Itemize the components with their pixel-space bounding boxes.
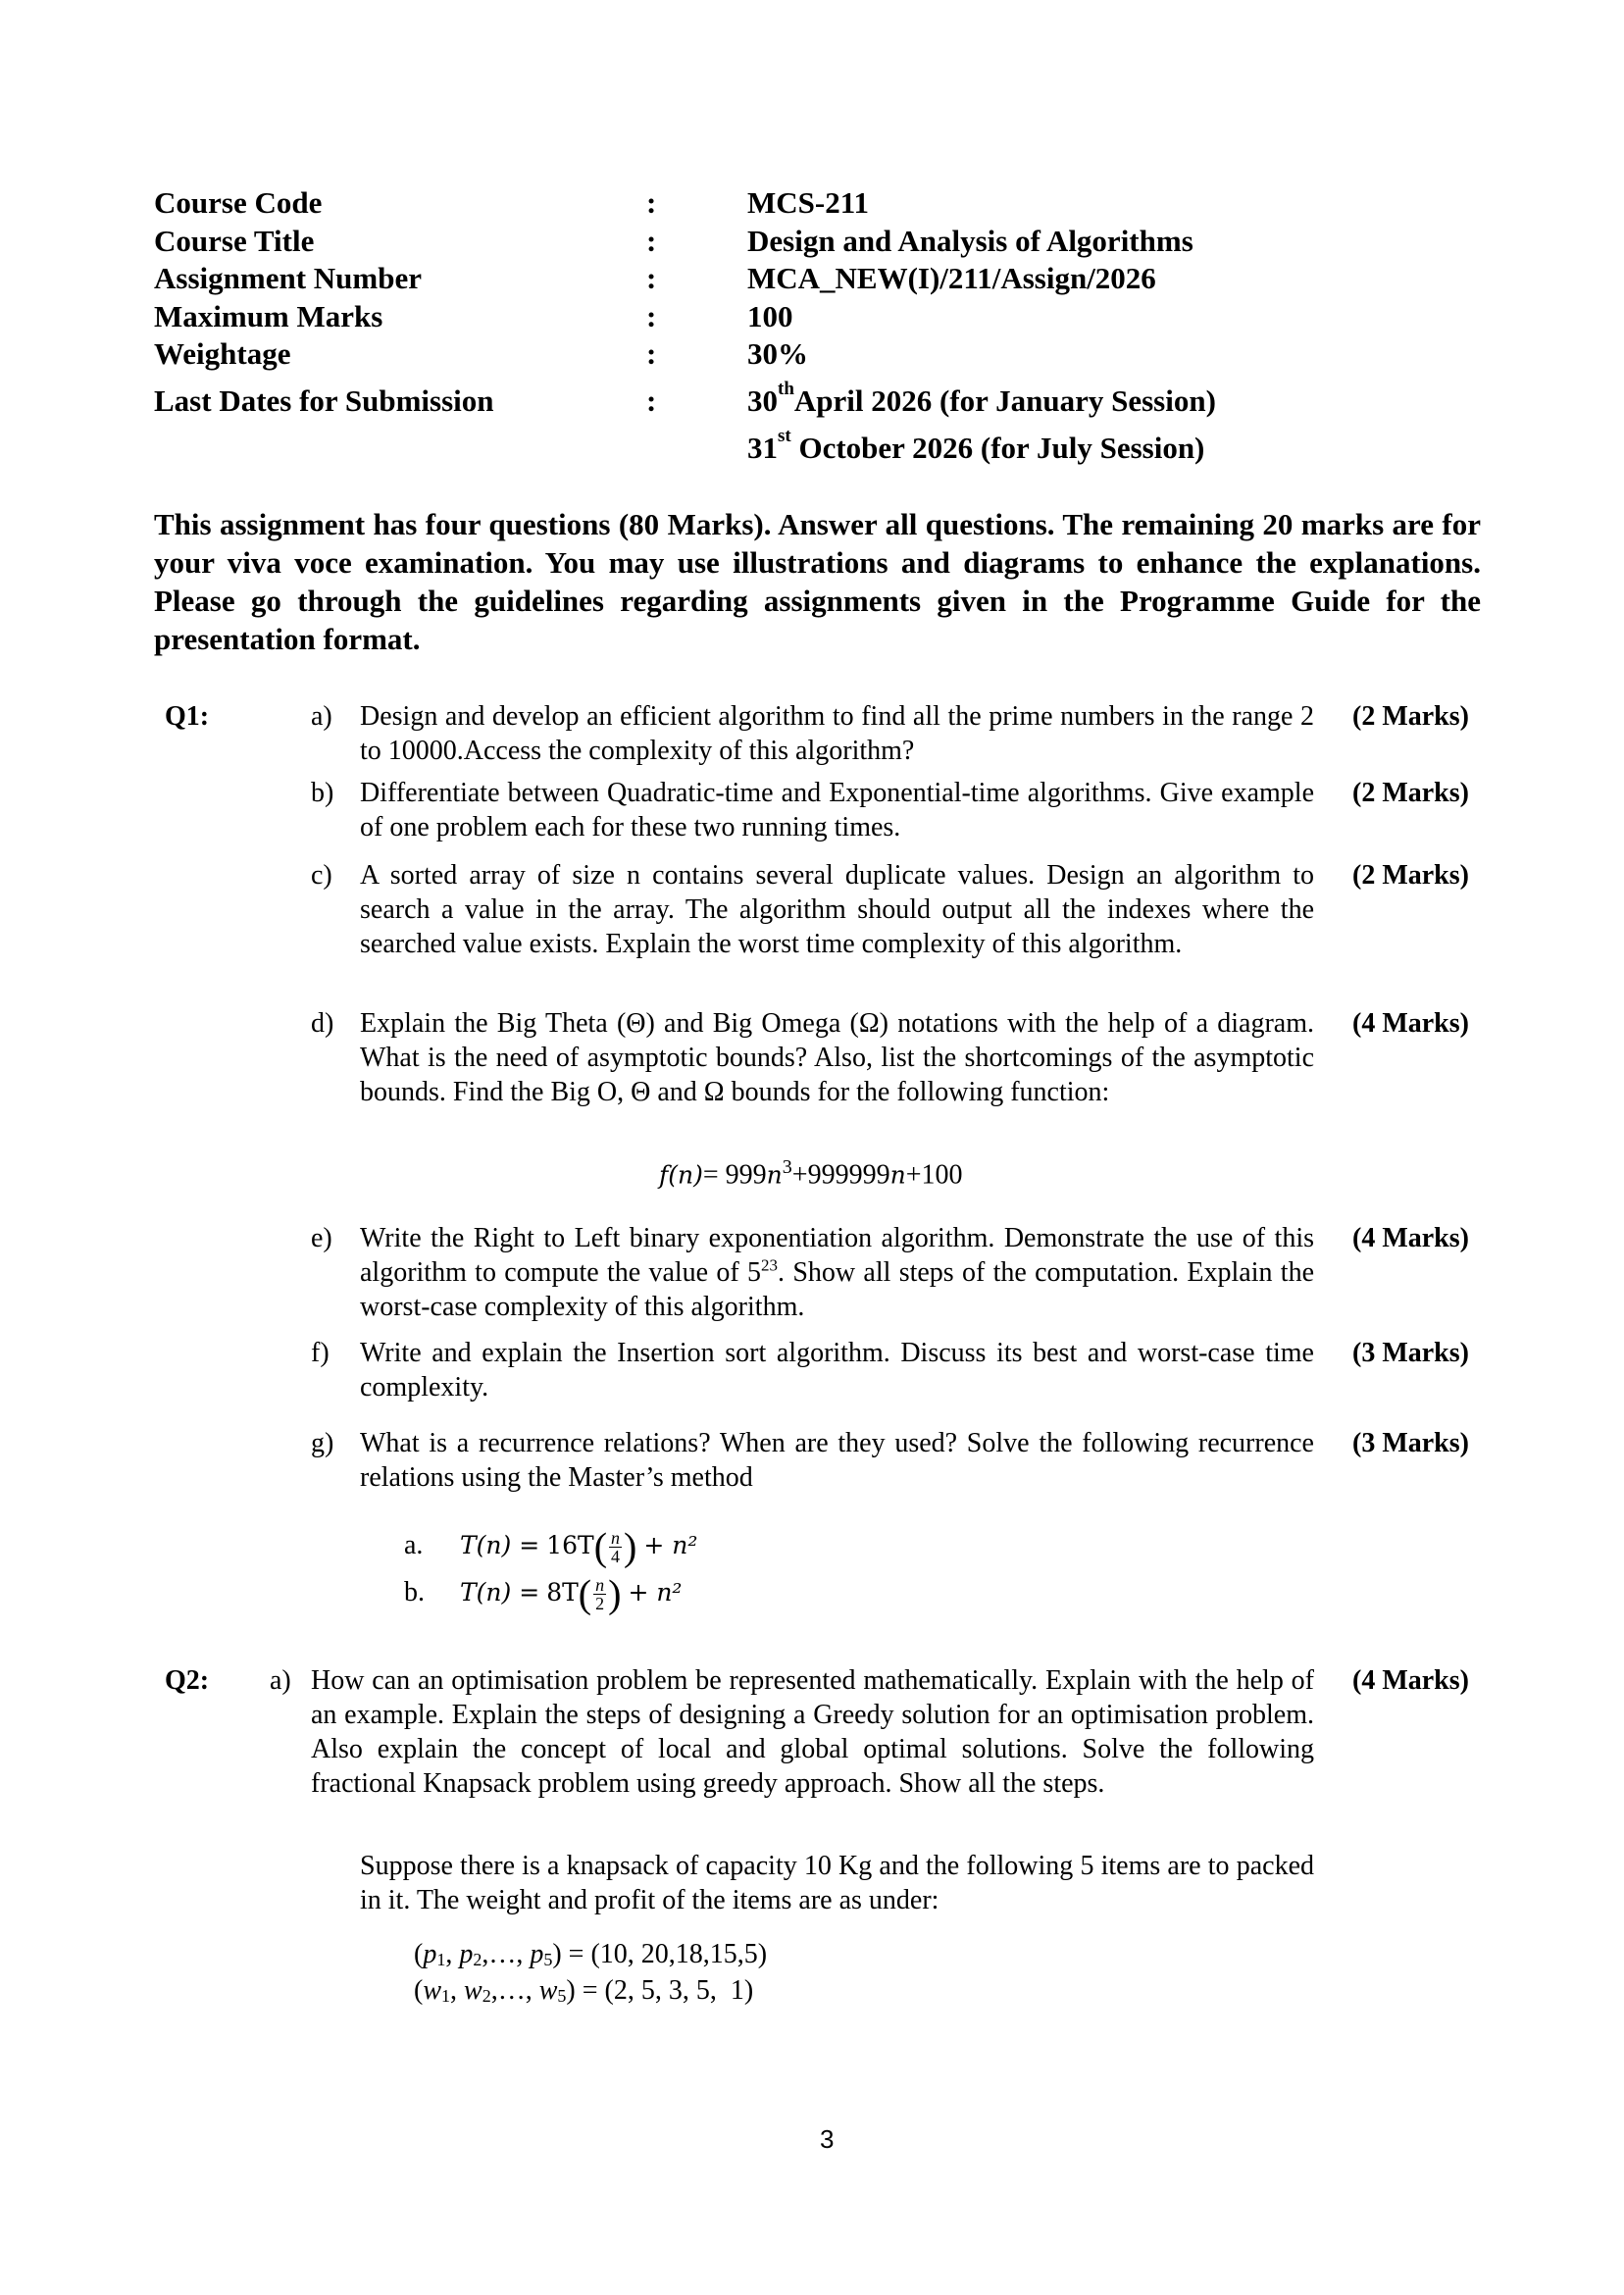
meta-row-submission-dates-2 <box>154 425 1331 472</box>
exponent: 23 <box>761 1255 779 1275</box>
part-marks: (3 Marks) <box>1352 1338 1469 1368</box>
meta-value: Design and Analysis of Algorithms <box>747 223 1193 258</box>
part-text: What is a recurrence relations? When are they used? Solve the following recurrence relations using the Master’s method <box>360 1428 1314 1493</box>
date-day: 31 <box>747 430 778 465</box>
fraction: $\frac{n}{2}$ <box>595 1575 605 1614</box>
part-letter: f) <box>311 1338 330 1368</box>
part-marks: (3 Marks) <box>1352 1428 1469 1458</box>
instructions-paragraph: This assignment has four questions (80 Marks). Answer all questions. The remaining 20 marks are for your viva voce examination. You may use illustrations and diagrams to enhance the explanations. Please go through the guidelines regarding assignments given in the Programme Guide for the presentation format. <box>154 507 1481 656</box>
meta-label: Last Dates for Submission <box>154 382 494 418</box>
course-metadata <box>154 184 1331 472</box>
january-session-date <box>747 378 1331 430</box>
part-text: Write and explain the Insertion sort algorithm. Discuss its best and worst-case time complexity. <box>360 1338 1314 1402</box>
date-ordinal: th <box>778 378 794 399</box>
meta-label: Course Code <box>154 185 323 220</box>
part-letter: b) <box>311 778 334 808</box>
part-text: How can an optimisation problem be represented mathematically. Explain with the help of an example. Explain the steps of designing a Greedy solution for an optimisation problem. Also explain the concept of local and global optimal solutions. Solve the following fractional Knapsack problem using greedy approach. Show all the steps. <box>311 1665 1314 1799</box>
meta-value: 30% <box>747 336 808 371</box>
part-letter: a) <box>270 1665 291 1696</box>
meta-label: Course Title <box>154 223 315 258</box>
page-number: 3 <box>820 2124 835 2154</box>
meta-label: Assignment Number <box>154 261 422 295</box>
date-rest: April 2026 (for January Session) <box>793 382 1216 418</box>
part-letter: c) <box>311 860 332 891</box>
recurrence-a: a. T(n) = 16T( $\frac{n}{4}$ ) + n² <box>404 1524 698 1569</box>
meta-row-submission-dates <box>154 378 1331 425</box>
meta-row-assignment-number <box>154 260 1331 298</box>
part-text: Differentiate between Quadratic-time and Exponential-time algorithms. Give example of one problem each for these two running times. <box>360 778 1314 842</box>
recurrence-b: b. T(n) = 8T( $\frac{n}{2}$ ) + n² <box>404 1571 683 1616</box>
meta-colon: : <box>646 261 657 295</box>
meta-label: Weightage <box>154 336 291 371</box>
part-marks: (2 Marks) <box>1352 778 1469 808</box>
meta-colon: : <box>646 223 657 258</box>
question-1-label: Q1: <box>165 701 210 732</box>
meta-colon: : <box>646 298 657 333</box>
part-text: Explain the Big Theta (Θ) and Big Omega (Ω) notations with the help of a diagram. What is the need of asymptotic bounds? Also, list the shortcomings of the asymptotic bounds. Find the Big O, Θ and Ω bounds for the following function: <box>360 1008 1314 1107</box>
meta-value: MCS-211 <box>747 185 869 220</box>
date-ordinal: st <box>778 425 791 446</box>
meta-label: Maximum Marks <box>154 298 383 333</box>
part-text: A sorted array of size n contains several duplicate values. Design an algorithm to search a value in the array. The algorithm should output all the indexes where the searched value exists. Explain the worst time complexity of this algorithm. <box>360 860 1314 959</box>
meta-colon: : <box>646 382 657 418</box>
fraction: $\frac{n}{4}$ <box>611 1528 621 1567</box>
meta-value: 100 <box>747 298 793 333</box>
meta-row-course-code <box>154 184 1331 223</box>
part-marks: (2 Marks) <box>1352 860 1469 891</box>
part-letter: e) <box>311 1223 332 1253</box>
part-marks: (4 Marks) <box>1352 1223 1469 1253</box>
part-text: Write the Right to Left binary exponentiation algorithm. Demonstrate the use of this algorithm to compute the value of $5^{23}$. Show all steps of the computation. Explain the worst-case complexity of this algorithm. <box>360 1223 1314 1322</box>
function-formula: $f(n)= 999n^3+999999n+100$ <box>659 1156 963 1191</box>
meta-colon: : <box>646 336 657 371</box>
knapsack-description: Suppose there is a knapsack of capacity 10 Kg and the following 5 items are to packed in it. The weight and profit of the items are as under: <box>360 1851 1314 1915</box>
date-rest: October 2026 (for July Session) <box>790 430 1205 465</box>
profits-tuple: ($p_1$, $p_2,\dots$, $p_5) = (10$, 20,18,15,5) <box>414 1939 768 1969</box>
part-marks: (2 Marks) <box>1352 701 1469 732</box>
weights-tuple: ($w_1$, $w_2,\dots$, $w_5) = (2$, 5, 3, 5, 1) <box>414 1975 754 2006</box>
part-marks: (4 Marks) <box>1352 1008 1469 1039</box>
question-2-label: Q2: <box>165 1665 210 1696</box>
part-text: Design and develop an efficient algorithm to find all the prime numbers in the range 2 to 10000.Access the complexity of this algorithm? <box>360 701 1314 766</box>
meta-value: MCA_NEW(I)/211/Assign/2026 <box>747 261 1156 295</box>
meta-row-weightage <box>154 335 1331 374</box>
part-marks: (4 Marks) <box>1352 1665 1469 1696</box>
part-letter: a) <box>311 701 332 732</box>
part-letter: g) <box>311 1428 334 1458</box>
part-letter: d) <box>311 1008 334 1039</box>
date-day: 30 <box>747 382 778 418</box>
meta-row-maximum-marks <box>154 298 1331 336</box>
meta-row-course-title <box>154 223 1331 261</box>
july-session-date <box>747 425 1331 477</box>
meta-colon: : <box>646 185 657 220</box>
